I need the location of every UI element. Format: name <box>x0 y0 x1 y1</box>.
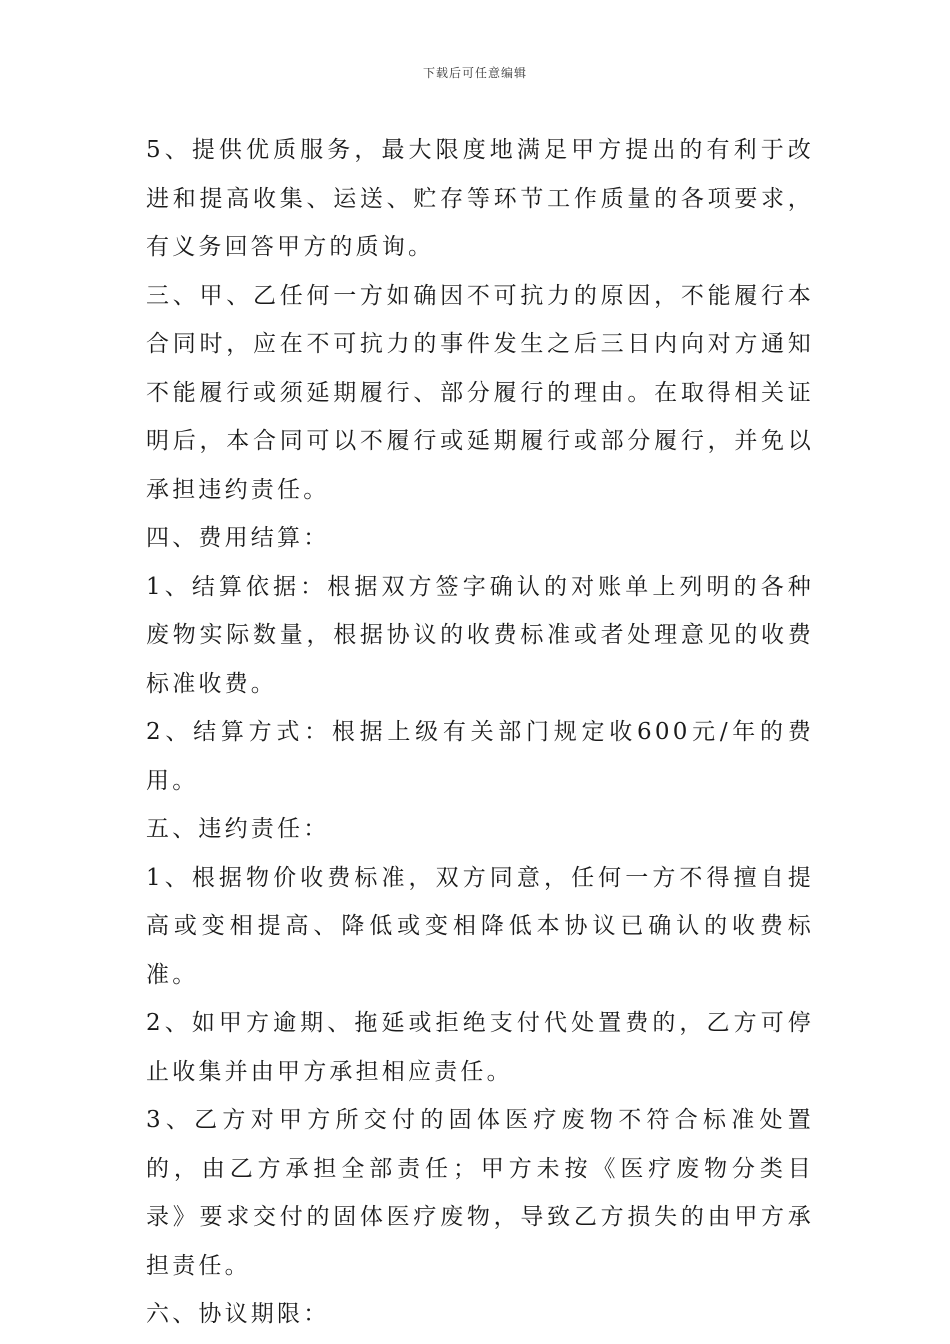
section-heading-liability: 五、违约责任： <box>146 816 330 842</box>
section-heading-term: 六、协议期限： <box>146 1301 330 1327</box>
clause-liability-waste: 3、乙方对甲方所交付的固体医疗废物不符合标准处置的，由乙方承担全部责任；甲方未按《医疗废物分类目录》要求交付的固体医疗废物，导致乙方损失的由甲方承担责任。 <box>146 1107 814 1279</box>
clause-settlement-method: 2、结算方式：根据上级有关部门规定收600元/年的费用。 <box>146 719 814 794</box>
document-body <box>146 126 814 1339</box>
section-heading-fee-settlement: 四、费用结算： <box>146 525 330 551</box>
clause-liability-payment: 2、如甲方逾期、拖延或拒绝支付代处置费的，乙方可停止收集并由甲方承担相应责任。 <box>146 1010 814 1085</box>
clause-liability-pricing: 1、根据物价收费标准，双方同意，任何一方不得擅自提高或变相提高、降低或变相降低本协议已确认的收费标准。 <box>146 864 814 988</box>
clause-force-majeure: 三、甲、乙任何一方如确因不可抗力的原因，不能履行本合同时，应在不可抗力的事件发生之后三日内向对方通知不能履行或须延期履行、部分履行的理由。在取得相关证明后，本合同可以不履行或延期履行或部分履行，并免以承担违约责任。 <box>146 282 814 503</box>
clause-settlement-basis: 1、结算依据：根据双方签字确认的对账单上列明的各种废物实际数量，根据协议的收费标准或者处理意见的收费标准收费。 <box>146 573 814 697</box>
download-note: 下载后可任意编辑 <box>422 66 527 80</box>
clause-service-quality: 5、提供优质服务，最大限度地满足甲方提出的有利于改进和提高收集、运送、贮存等环节工作质量的各项要求，有义务回答甲方的质询。 <box>146 137 814 260</box>
